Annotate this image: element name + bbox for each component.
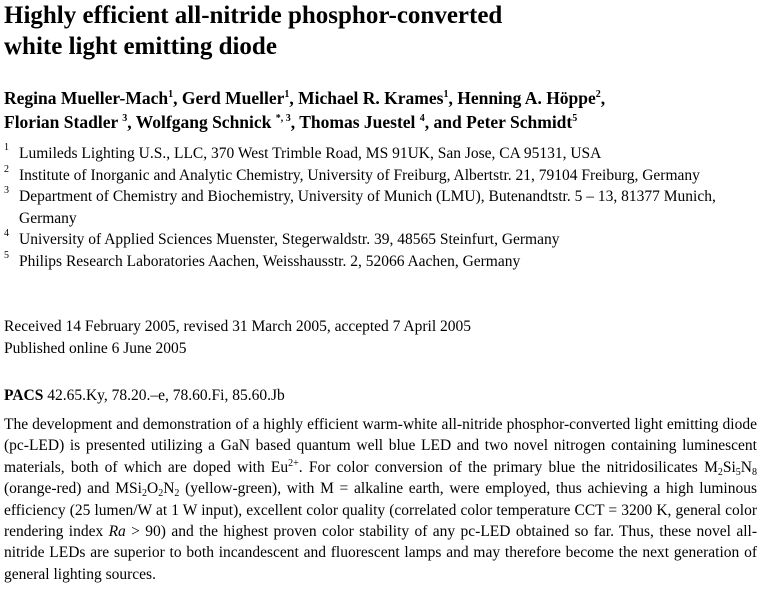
formula-oxonitridosilicate <box>115 480 180 500</box>
affiliation-item <box>4 143 757 165</box>
formula-part: N <box>163 480 175 498</box>
author-name: Wolfgang Schnick <box>135 112 276 132</box>
author-affil-mark: 5 <box>572 113 578 124</box>
formula-part: MSi <box>115 480 142 498</box>
author-affil-mark: 2 <box>595 89 601 100</box>
author-name: Regina Mueller-Mach <box>4 88 169 108</box>
author-name: Florian Stadler <box>4 112 123 132</box>
affiliation-number: 1 <box>4 142 9 153</box>
publication-dates <box>4 316 471 359</box>
author-separator: , <box>448 88 458 108</box>
author-line-2 <box>4 110 605 134</box>
pacs-label: PACS <box>4 387 44 404</box>
author-name: Peter Schmidt <box>466 112 573 132</box>
author-affil-mark: 1 <box>168 89 174 100</box>
author-separator: , <box>290 112 300 132</box>
published-date: Published online 6 June 2005 <box>4 339 187 357</box>
affiliation-number: 3 <box>4 185 9 196</box>
title-line-1: Highly efficient all-nitride phosphor-converted <box>4 2 503 29</box>
abstract-text: (orange-red) and <box>4 480 116 498</box>
pacs-values: 42.65.Ky, 78.20.–e, 78.60.Fi, 85.60.Jb <box>47 387 285 404</box>
paper-title <box>4 0 502 62</box>
ra-symbol: Ra <box>108 523 126 541</box>
abstract-text: The development and demonstration of a highly efficient warm-white all-nitride phosphor-converted light emitting diode (pc-LED) is presented utilizing a GaN based quantum well blue LED and two novel nitrogen containing luminescent materials, both of which are doped with Eu <box>4 416 757 476</box>
author-separator: , <box>127 112 136 132</box>
author-affil-mark: 1 <box>443 89 449 100</box>
abstract-text: . For color conversion of the primary blue the nitridosilicates <box>298 458 705 476</box>
formula-nitridosilicate <box>704 459 757 476</box>
formula-subscript: 2 <box>158 488 164 500</box>
author-name: Henning A. Höppe <box>457 88 596 108</box>
formula-subscript: 8 <box>752 466 757 478</box>
author-affil-mark: *, 3 <box>275 113 291 124</box>
affiliation-item <box>4 229 757 251</box>
author-affil-mark: 4 <box>419 113 425 124</box>
affiliation-list <box>4 143 757 272</box>
formula-subscript: 2 <box>717 466 723 478</box>
formula-subscript: 5 <box>735 466 741 478</box>
author-separator: , <box>600 88 606 108</box>
affiliation-number: 5 <box>4 249 9 261</box>
author-separator: , <box>289 88 299 108</box>
formula-part: M <box>704 458 718 476</box>
abstract-text: (yellow-green), with M = alkaline earth, were employed, thus achieving a high luminous efficiency (25 lumen/W at 1 W input), excellent color quality (correlated color temperature CCT = 3200 K, general color rendering index <box>4 480 758 541</box>
pacs-codes <box>4 385 285 406</box>
formula-part: Si <box>722 458 736 476</box>
author-affil-mark: 3 <box>122 113 128 124</box>
author-separator: , <box>173 88 182 108</box>
affiliation-text: University of Applied Sciences Muenster, Stegerwaldstr. 39, 48565 Steinfurt, Germany <box>19 231 560 248</box>
received-dates: Received 14 February 2005, revised 31 March 2005, accepted 7 April 2005 <box>4 318 472 335</box>
author-separator: , and <box>424 112 467 132</box>
affiliation-number: 2 <box>4 163 9 175</box>
affiliation-text: Institute of Inorganic and Analytic Chemistry, University of Freiburg, Albertstr. 21, 79104 Freiburg, Germany <box>19 166 700 184</box>
formula-subscript: 2 <box>174 488 180 500</box>
affiliation-text: Lumileds Lighting U.S., LLC, 370 West Trimble Road, MS 91UK, San Jose, CA 95131, USA <box>19 145 602 162</box>
affiliation-number: 4 <box>4 228 9 239</box>
formula-subscript: 2 <box>141 488 147 500</box>
affiliation-text: Department of Chemistry and Biochemistry, University of Munich (LMU), Butenandtstr. 5 – 13, 81377 Munich, Germany <box>19 188 716 227</box>
eu-charge: 2+ <box>288 457 299 469</box>
author-name: Thomas Juestel <box>299 112 420 132</box>
author-line-1 <box>4 86 605 110</box>
formula-part: N <box>740 458 752 476</box>
author-affil-mark: 1 <box>284 89 290 100</box>
author-name: Michael R. Krames <box>298 88 444 108</box>
affiliation-item <box>4 186 757 229</box>
title-line-2: white light emitting diode <box>4 33 277 60</box>
author-name: Gerd Mueller <box>181 88 285 108</box>
affiliation-item <box>4 165 757 187</box>
abstract <box>4 414 757 585</box>
abstract-text: > 90) and the highest proven color stability of any pc-LED obtained so far. Thus, these novel all-nitride LEDs are superior to both incandescent and fluorescent lamps and may therefore become the next generation of general lighting sources. <box>4 523 757 583</box>
author-list <box>4 86 605 134</box>
formula-part: O <box>146 480 159 498</box>
affiliation-text: Philips Research Laboratories Aachen, Weisshausstr. 2, 52066 Aachen, Germany <box>19 252 521 270</box>
affiliation-item <box>4 251 757 273</box>
